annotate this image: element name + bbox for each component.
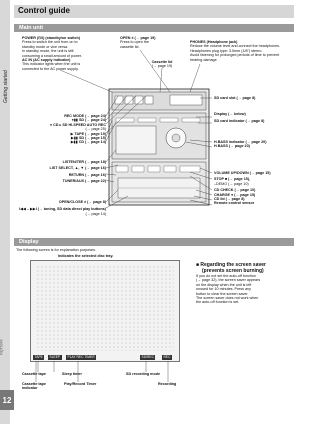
- disc-tray-callout: Indicates the selected disc tray.: [58, 254, 114, 258]
- screen-saver-body-2: (→ page 32), the screen saver appears: [196, 278, 261, 283]
- open-desc-1: Press to open the: [120, 40, 149, 45]
- power-desc-2: standby mode or vice versa.: [22, 44, 69, 49]
- return-label: RETURN (→ page 16): [68, 172, 106, 177]
- display-dot-matrix: [36, 265, 174, 351]
- volume-label: VOLUME UP/DOWN (→ page 15): [214, 171, 271, 175]
- screen-saver-title-2: (prevents screen burning): [202, 268, 264, 274]
- display-intro: The following screen is for explanation purposes.: [16, 248, 96, 252]
- doc-code: RQT6049: [0, 339, 4, 355]
- ac-in-title: AC IN (AC supply indicator): [22, 58, 71, 63]
- phones-title: PHONES (Headphone jack): [190, 40, 238, 44]
- cd-check-label: CD CHECK (→ page 10): [214, 188, 256, 193]
- phones-desc-3: Avoid listening for prolonged periods of time to prevent: [190, 53, 280, 58]
- sd-card-indicator-label: SD card indicator (→ page 8): [214, 118, 265, 123]
- remote-sensor-label: Remote control sensor: [214, 201, 255, 206]
- sd-rec-label: ●▮▮ SD (→ page 24): [71, 118, 106, 123]
- cd-sd-hispeed-ref: (→ page 25): [85, 127, 106, 132]
- sleep-timer-label: Sleep timer: [62, 372, 82, 376]
- hbass-label: H.BASS (→ page 20): [214, 144, 250, 149]
- screen-saver-body-1: If you do not set the auto-off function: [196, 274, 256, 278]
- power-desc-4: consuming a small amount of power.: [22, 53, 82, 58]
- screen-saver-body-4: unused for 10 minutes. Press any: [196, 287, 251, 292]
- phones-desc-4: hearing damage.: [190, 57, 218, 62]
- tuner-aux-label: TUNER/AUX (→ page 22): [62, 179, 106, 184]
- cd-play-label: ▶▮▮ CD (→ page 14): [70, 140, 106, 145]
- tape-play-label: ▶ TAPE (→ page 19): [70, 131, 106, 136]
- screen-saver-title-1: ■ Regarding the screen saver: [196, 262, 266, 268]
- main-unit-section-bar: Main unit: [14, 24, 294, 32]
- skip-buttons-ref: (→ page 14): [85, 211, 106, 216]
- screen-saver-note: [196, 262, 296, 305]
- power-desc-1: Press to switch the unit from on to: [22, 40, 78, 45]
- sidebar-section-label: Getting started: [3, 70, 9, 103]
- page-number: 12: [0, 390, 14, 410]
- charge-label: CHARGE ● (→ page 15): [214, 192, 256, 197]
- power-desc-3: In standby mode, the unit is still: [22, 49, 74, 54]
- skip-buttons-label: I◀◀ – ▶▶I (→ tuning, SD data direct play buttons): [19, 207, 106, 212]
- demo-label: –DEMO (→ page 10): [214, 181, 249, 186]
- cassette-lid-label: Cassette lid: [151, 60, 173, 64]
- play-record-timer-label: Play/Record Timer: [64, 382, 97, 386]
- rec-mode-label: REC MODE (→ page 24): [64, 114, 106, 118]
- recording-label: Recording: [158, 382, 177, 386]
- stop-label: STOP ■ (→ page 15),: [214, 177, 251, 182]
- cassette-tape-indicator-label: Cassette tape indicator: [22, 382, 46, 391]
- display-label: Display (→ below): [214, 112, 246, 117]
- open-close-label: OPEN/CLOSE ≠ (→ page 8): [58, 200, 106, 204]
- tape-indicator-tag: TAPE: [34, 355, 43, 359]
- sd-rec-indicator-tag: SD/REC: [141, 355, 154, 359]
- screen-saver-body-3: on the display when the unit is left: [196, 282, 252, 287]
- timer-indicator-tag: PLAY REC TIMER: [67, 355, 95, 359]
- sd-recording-mode-label: SD recording mode: [126, 372, 161, 376]
- sd-card-slot-label: SD card slot (→ page 8): [214, 96, 256, 100]
- ac-in-desc-2: connected to the AC power supply.: [22, 66, 79, 71]
- sleep-indicator-tag: SLEEP: [49, 355, 61, 359]
- cd-lid-label: CD lid (→ page 8): [214, 197, 245, 202]
- screen-saver-body-5: button to clear the screen saver.: [196, 291, 249, 296]
- cassette-tape-label: Cassette tape: [22, 372, 46, 376]
- hbass-indicator-label: H.BASS indicator (→ page 20): [214, 140, 267, 144]
- page-title: Control guide: [18, 6, 70, 15]
- ac-in-desc-1: This indicator lights when the unit is: [22, 62, 81, 67]
- rec-indicator-tag: REC: [163, 355, 171, 359]
- open-title: OPEN ≠ (→ page 19): [120, 36, 156, 40]
- sd-play-label: ▶▮▮ SD (→ page 15): [71, 136, 106, 141]
- open-desc-2: cassette lid.: [120, 44, 140, 49]
- power-title: POWER (⏻/I) (standby/on switch): [22, 36, 81, 40]
- cd-sd-hispeed-label: ● CD ▸ SD HI-SPEED AUTO REC: [49, 122, 106, 127]
- screen-saver-body-6: The screen saver does not work when: [196, 296, 259, 301]
- display-section-bar: Display: [14, 238, 294, 246]
- list-select-label: LIST SELECT, ▲, ▼ (→ page 16): [49, 166, 106, 171]
- cassette-lid-ref: (→ page 19): [151, 64, 173, 69]
- phones-desc-2: Headphones plug type: 3.5mm (1/8") stereo.: [190, 48, 263, 53]
- listen-ter-label: LISTEN/TER (→ page 18): [62, 160, 106, 164]
- phones-desc-1: Reduce the volume level and connect the headphones.: [190, 44, 280, 49]
- screen-saver-body-7: the auto-off function is set.: [196, 300, 240, 305]
